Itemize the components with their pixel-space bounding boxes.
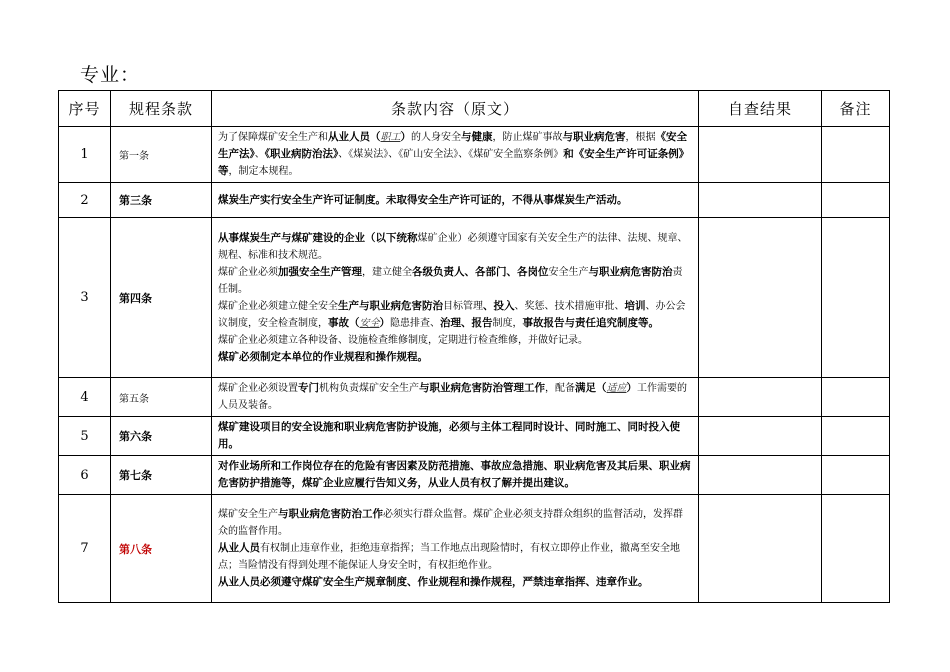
- row-clause: 第七条: [111, 456, 212, 495]
- self-check-result-cell[interactable]: [699, 495, 822, 603]
- self-check-result-cell[interactable]: [699, 378, 822, 417]
- table-row: [59, 183, 890, 218]
- row-content: 对作业场所和工作岗位存在的危险有害因素及防范措施、事故应急措施、职业病危害及其后果、职业病危害防护措施等，煤矿企业应履行告知义务，从业人员有权了解并提出建议。: [212, 456, 699, 495]
- header-remark: 备注: [822, 91, 890, 127]
- row-clause: 第三条: [111, 183, 212, 218]
- self-check-result-cell[interactable]: [699, 417, 822, 456]
- row-content: 为了保障煤矿安全生产和从业人员（职工）的人身安全与健康，防止煤矿事故与职业病危害，根据《安全生产法》、《职业病防治法》、《煤炭法》、《矿山安全法》、《煤矿安全监察条例》和《安全生产许可证条例》等，制定本规程。: [212, 127, 699, 183]
- remark-cell[interactable]: [822, 456, 890, 495]
- table-header-row: [59, 91, 890, 127]
- header-no: 序号: [59, 91, 111, 127]
- row-clause: 第五条: [111, 378, 212, 417]
- table-row: [59, 417, 890, 456]
- row-number: 6: [59, 456, 111, 495]
- header-content: 条款内容（原文）: [212, 91, 699, 127]
- header-clause: 规程条款: [111, 91, 212, 127]
- row-number: 1: [59, 127, 111, 183]
- row-content: 煤矿企业必须设置专门机构负责煤矿安全生产与职业病危害防治管理工作，配备满足（适应）工作需要的人员及装备。: [212, 378, 699, 417]
- row-number: 4: [59, 378, 111, 417]
- remark-cell[interactable]: [822, 495, 890, 603]
- row-clause: 第四条: [111, 218, 212, 378]
- self-check-result-cell[interactable]: [699, 218, 822, 378]
- self-check-result-cell[interactable]: [699, 183, 822, 218]
- row-clause: 第六条: [111, 417, 212, 456]
- table-row: [59, 495, 890, 603]
- row-number: 2: [59, 183, 111, 218]
- row-number: 7: [59, 495, 111, 603]
- page-heading: 专业：: [80, 64, 141, 86]
- row-content: 从事煤炭生产与煤矿建设的企业（以下统称煤矿企业）必须遵守国家有关安全生产的法律、法规、规章、规程、标准和技术规范。 煤矿企业必须加强安全生产管理，建立健全各级负责人、各部门、各岗位安全生产与职业病危害防治责任制。 煤矿企业必须建立健全安全生产与职业病危害防治目标管理、投入、奖惩、技术措施审批、培训、办公会议制度，安全检查制度，事故（安全）隐患排查、治理、报告制度，事故报告与责任追究制度等。 煤矿企业必须建立各种设备、设施检查维修制度，定期进行检查维修，并做好记录。 煤矿必须制定本单位的作业规程和操作规程。: [212, 218, 699, 378]
- remark-cell[interactable]: [822, 417, 890, 456]
- row-number: 3: [59, 218, 111, 378]
- row-number: 5: [59, 417, 111, 456]
- remark-cell[interactable]: [822, 218, 890, 378]
- row-clause: 第一条: [111, 127, 212, 183]
- table-row: [59, 456, 890, 495]
- header-result: 自查结果: [699, 91, 822, 127]
- remark-cell[interactable]: [822, 127, 890, 183]
- table-row: [59, 218, 890, 378]
- remark-cell[interactable]: [822, 378, 890, 417]
- regulation-check-table: [58, 90, 890, 603]
- self-check-result-cell[interactable]: [699, 456, 822, 495]
- row-content: 煤矿建设项目的安全设施和职业病危害防护设施，必须与主体工程同时设计、同时施工、同时投入使用。: [212, 417, 699, 456]
- table-row: [59, 127, 890, 183]
- table-row: [59, 378, 890, 417]
- remark-cell[interactable]: [822, 183, 890, 218]
- self-check-result-cell[interactable]: [699, 127, 822, 183]
- row-clause: 第八条: [111, 495, 212, 603]
- row-content: 煤矿安全生产与职业病危害防治工作必须实行群众监督。煤矿企业必须支持群众组织的监督活动，发挥群众的监督作用。 从业人员有权制止违章作业，拒绝违章指挥；当工作地点出现险情时，有权立即停止作业，撤离至安全地点；当险情没有得到处理不能保证人身安全时，有权拒绝作业。 从业人员必须遵守煤矿安全生产规章制度、作业规程和操作规程，严禁违章指挥、违章作业。: [212, 495, 699, 603]
- row-content: 煤炭生产实行安全生产许可证制度。未取得安全生产许可证的，不得从事煤炭生产活动。: [212, 183, 699, 218]
